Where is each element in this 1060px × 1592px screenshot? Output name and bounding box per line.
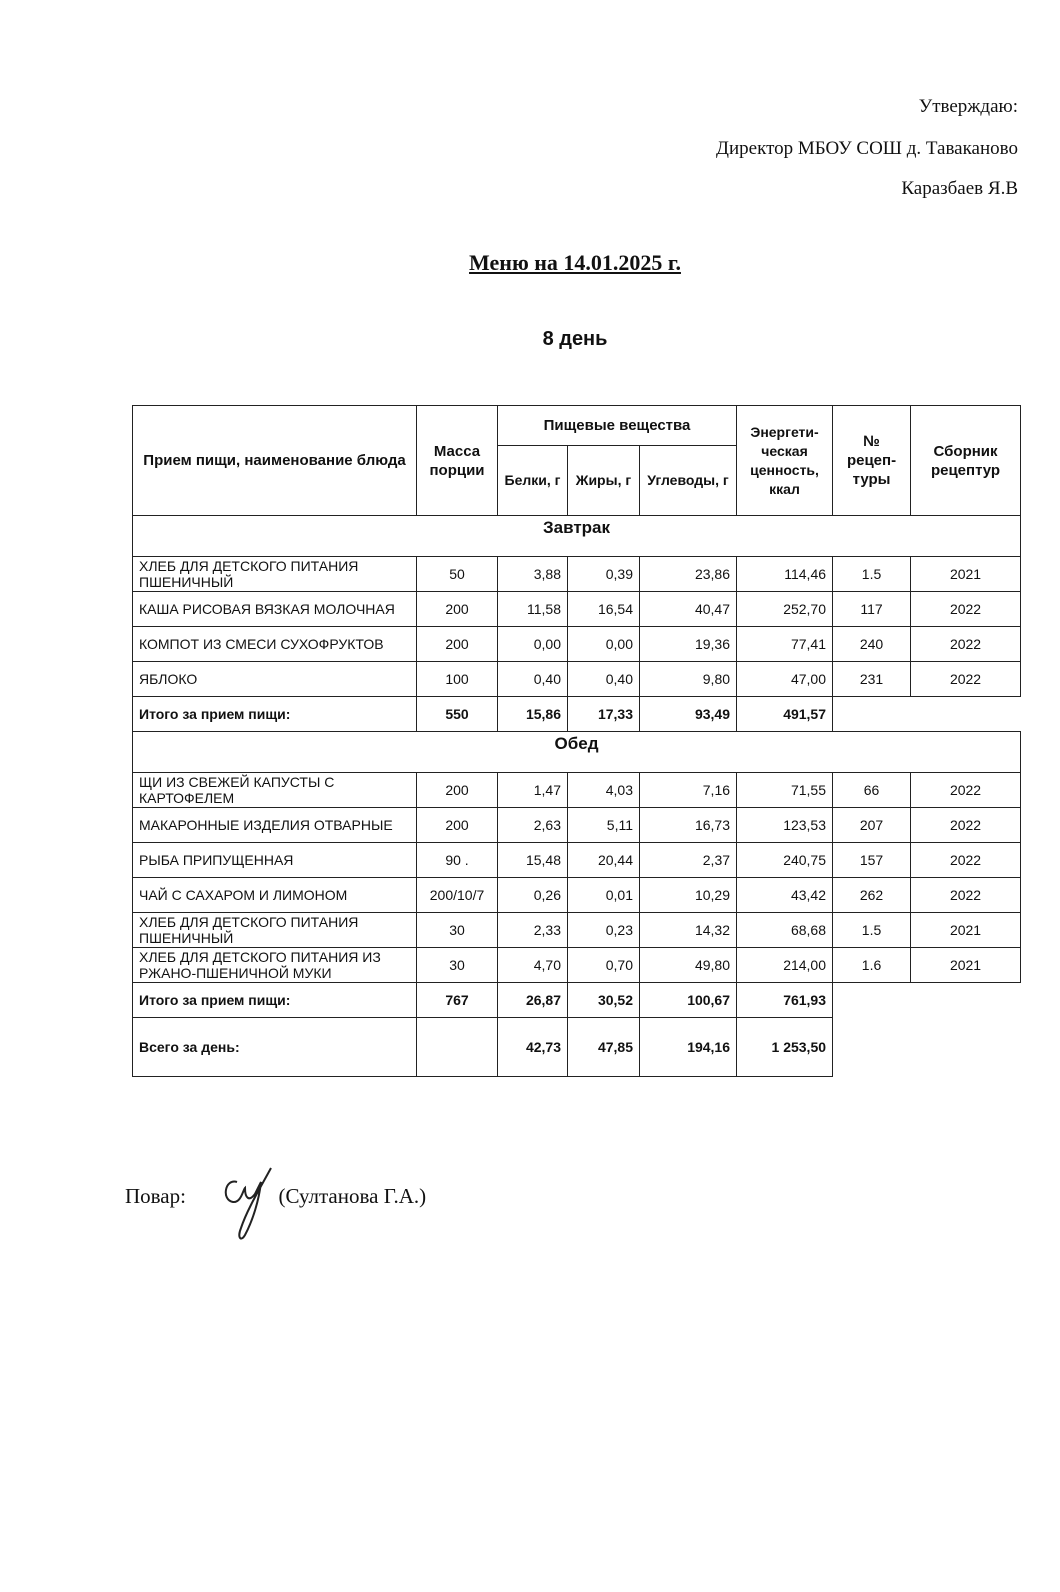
dish-name: ХЛЕБ ДЛЯ ДЕТСКОГО ПИТАНИЯ ПШЕНИЧНЫЙ: [133, 557, 417, 592]
total-protein: 26,87: [498, 983, 568, 1018]
table-row: [133, 913, 1021, 948]
collection: 2022: [911, 592, 1021, 627]
energy: 47,00: [737, 662, 833, 697]
carbs: 16,73: [640, 808, 737, 843]
collection: 2022: [911, 627, 1021, 662]
carbs: 7,16: [640, 773, 737, 808]
total-mass: 550: [417, 697, 498, 732]
table-row: [133, 627, 1021, 662]
approval-director: Директор МБОУ СОШ д. Таваканово: [716, 138, 1018, 159]
total-dish-name: Итого за прием пищи:: [133, 983, 417, 1018]
recipe-number: 1.5: [833, 557, 911, 592]
energy: 214,00: [737, 948, 833, 983]
total-carbs: 100,67: [640, 983, 737, 1018]
total-carbs: 93,49: [640, 697, 737, 732]
total-dish-name: Всего за день:: [133, 1018, 417, 1077]
collection: 2021: [911, 913, 1021, 948]
header-nutrients: Пищевые вещества: [498, 406, 737, 446]
mass: 100: [417, 662, 498, 697]
dish-name: ЯБЛОКО: [133, 662, 417, 697]
page-title: Меню на 14.01.2025 г.: [469, 250, 681, 275]
protein: 0,26: [498, 878, 568, 913]
energy: 68,68: [737, 913, 833, 948]
dish-name: КОМПОТ ИЗ СМЕСИ СУХОФРУКТОВ: [133, 627, 417, 662]
total-fat: 30,52: [568, 983, 640, 1018]
total-mass: 767: [417, 983, 498, 1018]
total-row: [133, 697, 1021, 732]
carbs: 23,86: [640, 557, 737, 592]
recipe-number: 231: [833, 662, 911, 697]
dish-name: ХЛЕБ ДЛЯ ДЕТСКОГО ПИТАНИЯ ПШЕНИЧНЫЙ: [133, 913, 417, 948]
mass: 200: [417, 773, 498, 808]
carbs: 10,29: [640, 878, 737, 913]
energy: 240,75: [737, 843, 833, 878]
total-fat: 47,85: [568, 1018, 640, 1077]
protein: 2,33: [498, 913, 568, 948]
fat: 5,11: [568, 808, 640, 843]
energy: 43,42: [737, 878, 833, 913]
dish-name: КАША РИСОВАЯ ВЯЗКАЯ МОЛОЧНАЯ: [133, 592, 417, 627]
collection: 2022: [911, 662, 1021, 697]
fat: 4,03: [568, 773, 640, 808]
dish-name: ХЛЕБ ДЛЯ ДЕТСКОГО ПИТАНИЯ ИЗ РЖАНО-ПШЕНИЧНОЙ МУКИ: [133, 948, 417, 983]
total-carbs: 194,16: [640, 1018, 737, 1077]
energy: 123,53: [737, 808, 833, 843]
collection: 2022: [911, 773, 1021, 808]
header-carbs: Углеводы, г: [640, 446, 737, 516]
recipe-number: 240: [833, 627, 911, 662]
collection: 2022: [911, 808, 1021, 843]
protein: 3,88: [498, 557, 568, 592]
fat: 16,54: [568, 592, 640, 627]
carbs: 2,37: [640, 843, 737, 878]
total-fat: 17,33: [568, 697, 640, 732]
section-label: Обед: [133, 732, 1021, 773]
mass: 200: [417, 592, 498, 627]
total-row: [133, 983, 1021, 1018]
fat: 20,44: [568, 843, 640, 878]
carbs: 9,80: [640, 662, 737, 697]
mass: 30: [417, 913, 498, 948]
header-mass: Масса порции: [417, 406, 498, 516]
carbs: 49,80: [640, 948, 737, 983]
recipe-number: 117: [833, 592, 911, 627]
approval-line: Утверждаю:: [918, 96, 1018, 117]
table-row: [133, 662, 1021, 697]
energy: 114,46: [737, 557, 833, 592]
protein: 15,48: [498, 843, 568, 878]
protein: 2,63: [498, 808, 568, 843]
fat: 0,70: [568, 948, 640, 983]
cook-label: Повар:: [125, 1184, 186, 1208]
header-dish: Прием пищи, наименование блюда: [133, 406, 417, 516]
section-lunch: [133, 732, 1021, 773]
table-row: [133, 557, 1021, 592]
fat: 0,39: [568, 557, 640, 592]
mass: 50: [417, 557, 498, 592]
mass: 90 .: [417, 843, 498, 878]
header-fat: Жиры, г: [568, 446, 640, 516]
protein: 0,40: [498, 662, 568, 697]
recipe-number: 262: [833, 878, 911, 913]
table-row: [133, 773, 1021, 808]
collection: 2022: [911, 878, 1021, 913]
mass: 200: [417, 808, 498, 843]
collection: 2022: [911, 843, 1021, 878]
section-label: Завтрак: [133, 516, 1021, 557]
menu-table: [132, 405, 1021, 1077]
recipe-number: 207: [833, 808, 911, 843]
carbs: 14,32: [640, 913, 737, 948]
total-mass: [417, 1018, 498, 1077]
total-protein: 15,86: [498, 697, 568, 732]
total-energy: 761,93: [737, 983, 833, 1018]
table-row: [133, 878, 1021, 913]
dish-name: ЩИ ИЗ СВЕЖЕЙ КАПУСТЫ С КАРТОФЕЛЕМ: [133, 773, 417, 808]
total-energy: 1 253,50: [737, 1018, 833, 1077]
collection: 2021: [911, 557, 1021, 592]
collection: 2021: [911, 948, 1021, 983]
header-collection: Сборник рецептур: [911, 406, 1021, 516]
header-energy: Энергети-ческая ценность, ккал: [737, 406, 833, 516]
fat: 0,40: [568, 662, 640, 697]
carbs: 40,47: [640, 592, 737, 627]
total-row: [133, 1018, 1021, 1077]
table-row: [133, 948, 1021, 983]
total-energy: 491,57: [737, 697, 833, 732]
dish-name: МАКАРОННЫЕ ИЗДЕЛИЯ ОТВАРНЫЕ: [133, 808, 417, 843]
energy: 71,55: [737, 773, 833, 808]
total-protein: 42,73: [498, 1018, 568, 1077]
energy: 77,41: [737, 627, 833, 662]
recipe-number: 157: [833, 843, 911, 878]
protein: 0,00: [498, 627, 568, 662]
recipe-number: 1.6: [833, 948, 911, 983]
section-breakfast: [133, 516, 1021, 557]
mass: 200: [417, 627, 498, 662]
fat: 0,01: [568, 878, 640, 913]
header-recipe: № рецеп-туры: [833, 406, 911, 516]
table-row: [133, 808, 1021, 843]
table-row: [133, 592, 1021, 627]
table-row: [133, 843, 1021, 878]
cook-name: (Султанова Г.А.): [278, 1184, 427, 1208]
mass: 200/10/7: [417, 878, 498, 913]
approval-name: Каразбаев Я.В: [901, 178, 1018, 199]
header-protein: Белки, г: [498, 446, 568, 516]
protein: 1,47: [498, 773, 568, 808]
dish-name: ЧАЙ С САХАРОМ И ЛИМОНОМ: [133, 878, 417, 913]
day-label: 8 день: [542, 328, 608, 350]
recipe-number: 1.5: [833, 913, 911, 948]
dish-name: РЫБА ПРИПУЩЕННАЯ: [133, 843, 417, 878]
mass: 30: [417, 948, 498, 983]
total-dish-name: Итого за прием пищи:: [133, 697, 417, 732]
carbs: 19,36: [640, 627, 737, 662]
protein: 4,70: [498, 948, 568, 983]
recipe-number: 66: [833, 773, 911, 808]
signature: [215, 1160, 285, 1245]
energy: 252,70: [737, 592, 833, 627]
fat: 0,23: [568, 913, 640, 948]
fat: 0,00: [568, 627, 640, 662]
protein: 11,58: [498, 592, 568, 627]
